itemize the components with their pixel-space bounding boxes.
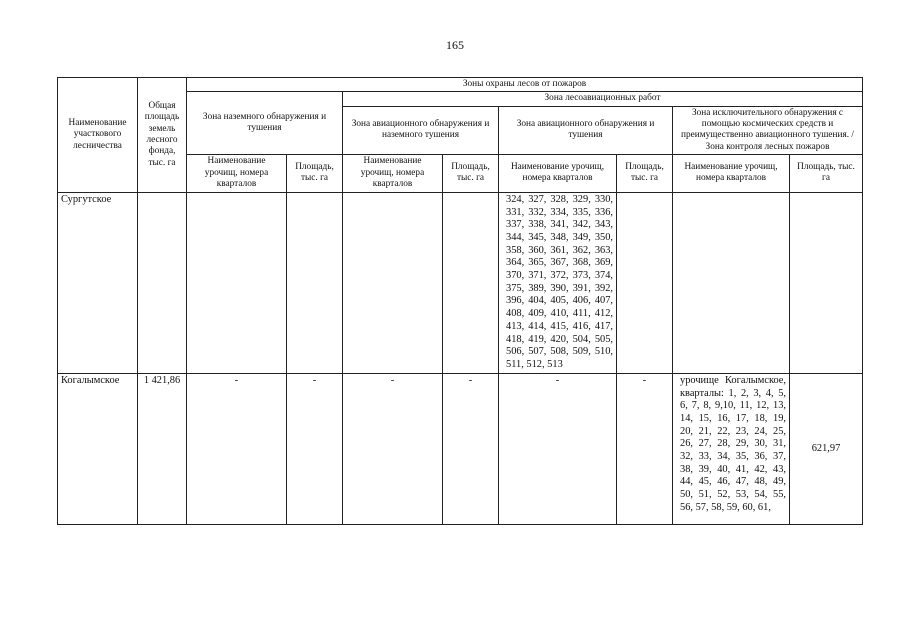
header-aviation-works-zone: Зона лесоавиационных работ	[343, 92, 863, 106]
cell-avi-ground-area	[443, 192, 499, 373]
cell-avi-area: -	[617, 373, 673, 524]
header-total-area: Общая площадь земель лесного фонда, тыс. га	[138, 78, 187, 193]
header-avi-name: Наименование урочищ, номера кварталов	[499, 154, 617, 192]
cell-ground-area	[287, 192, 343, 373]
cell-total-area: 1 421,86	[138, 373, 187, 524]
cell-avi-ground-name: -	[343, 373, 443, 524]
header-avi-ground-area: Площадь, тыс. га	[443, 154, 499, 192]
table-row	[58, 192, 863, 373]
cell-space-quarters: урочище Когалымское, кварталы: 1, 2, 3, 4, 5, 6, 7, 8, 9,10, 11, 12, 13, 14, 15, 16, 17, 18, 19, 20, 21, 22, 23, 24, 25, 26, 27, 28, 29, 30, 31, 32, 33, 34, 35, 36, 37, 38, 39, 40, 41, 42, 43, 44, 45, 46, 47, 48, 49, 50, 51, 52, 53, 54, 55, 56, 57, 58, 59, 60, 61,	[673, 373, 790, 524]
cell-ground-name	[187, 192, 287, 373]
cell-avi-ground-name	[343, 192, 443, 373]
header-ground-name: Наименование урочищ, номера кварталов	[187, 154, 287, 192]
cell-space-area	[790, 192, 863, 373]
header-space-area: Площадь, тыс. га	[790, 154, 863, 192]
header-avi-ground-name: Наименование урочищ, номера кварталов	[343, 154, 443, 192]
cell-avi-area	[617, 192, 673, 373]
cell-ground-area: -	[287, 373, 343, 524]
header-zone-aviation-ground: Зона авиационного обнаружения и наземного тушения	[343, 106, 499, 154]
cell-space-name	[673, 192, 790, 373]
header-space-name: Наименование урочищ, номера кварталов	[673, 154, 790, 192]
cell-space-area: 621,97	[790, 373, 863, 524]
cell-avi-name: -	[499, 373, 617, 524]
header-zone-aviation: Зона авиационного обнаружения и тушения	[499, 106, 673, 154]
header-zone-ground: Зона наземного обнаружения и тушения	[187, 92, 343, 155]
header-forestry-name: Наименование участкового лесничества	[58, 78, 138, 193]
page-number: 165	[446, 38, 464, 52]
cell-ground-name: -	[187, 373, 287, 524]
cell-avi-ground-area: -	[443, 373, 499, 524]
fire-protection-zones-table	[57, 77, 863, 525]
header-fire-zones: Зоны охраны лесов от пожаров	[187, 78, 863, 92]
cell-forestry: Сургутское	[58, 192, 138, 373]
cell-total-area	[138, 192, 187, 373]
cell-forestry: Когалымское	[58, 373, 138, 524]
header-ground-area: Площадь, тыс. га	[287, 154, 343, 192]
header-avi-area: Площадь, тыс. га	[617, 154, 673, 192]
header-zone-space: Зона исключительного обнаружения с помощью космических средств и преимущественно авиационного тушения. / Зона контроля лесных пожаров	[673, 106, 863, 154]
table-row	[58, 373, 863, 524]
cell-avi-quarters: 324, 327, 328, 329, 330, 331, 332, 334, 335, 336, 337, 338, 341, 342, 343, 344, 345, 348, 349, 350, 358, 360, 361, 362, 363, 364, 365, 367, 368, 369, 370, 371, 372, 373, 374, 375, 389, 390, 391, 392, 396, 404, 405, 406, 407, 408, 409, 410, 411, 412, 413, 414, 415, 416, 417, 418, 419, 420, 504, 505, 506, 507, 508, 509, 510, 511, 512, 513	[499, 192, 617, 373]
